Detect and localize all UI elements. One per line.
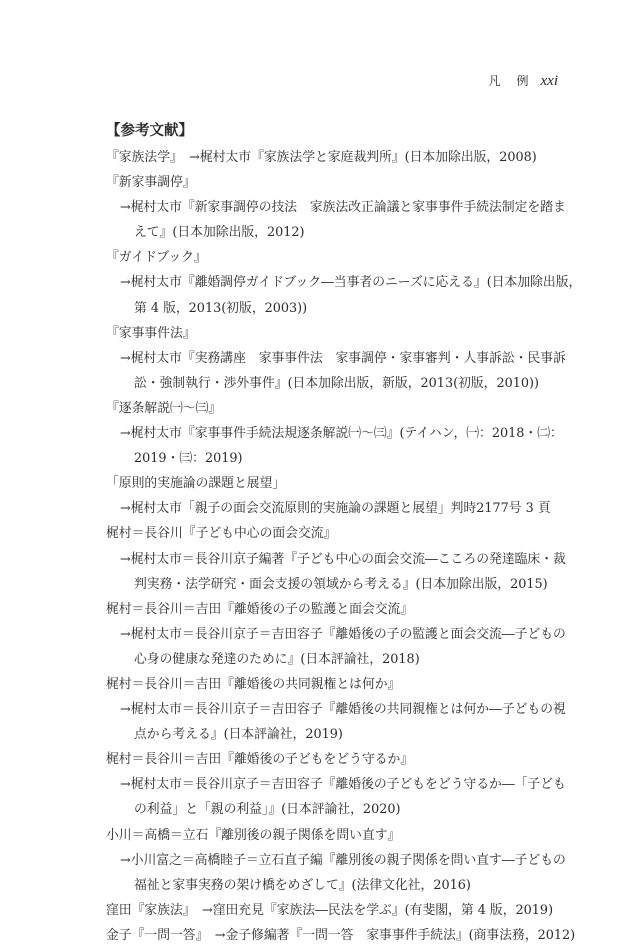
entry-full-reference [106,547,566,597]
bibliography-entry [106,471,551,521]
bibliography-entry [106,321,566,396]
entry-full-reference [106,772,566,822]
entry-abbreviation: 『逐条解説㈠〜㈢』 [106,400,222,416]
entry-abbreviation: 梶村＝長谷川＝吉田『離婚後の子どもをどう守るか』 [106,752,414,768]
bibliography-entry [106,747,566,822]
reference-line: 点から考える』(日本評論社，2019) [134,727,343,743]
bibliography-entry [106,170,566,245]
entry-full-reference [106,270,582,320]
bibliography-entry [106,823,566,898]
reference-line: 心身の健康な発達のために』(日本評論社，2018) [134,651,420,667]
reference-line: →梶村太市＝長谷川京子編著『子ども中心の面会交流―こころの発達臨床・裁 [120,551,566,567]
running-head-section: 凡 例 [488,74,531,88]
reference-line: 第 4 版，2013(初版，2003)) [134,300,308,316]
reference-line: →梶村太市＝長谷川京子＝吉田容子『離婚後の共同親権とは何か―子どもの視 [120,702,566,718]
entry-abbreviation: 窪田『家族法』 →窪田充見『家族法―民法を学ぶ』(有斐閣，第 4 版，2019) [106,902,554,918]
reference-line: →梶村太市＝長谷川京子＝吉田容子『離婚後の子の監護と面会交流―子どもの [120,626,566,642]
entry-abbreviation: 『家族法学』 →梶村太市『家族法学と家庭裁判所』(日本加除出版，2008) [106,150,537,165]
bibliography-entry [106,597,566,672]
entry-abbreviation: 『家事事件法』 [106,325,196,341]
entry-full-reference [106,496,551,521]
reference-line: 福祉と家事実務の架け橋をめざして』(法律文化社，2016) [134,877,471,893]
reference-line: の利益」と「親の利益」』(日本評論社，2020) [134,802,401,818]
reference-line: 判実務・法学研究・面会支援の領域から考える』(日本加除出版，2015) [134,576,548,592]
bibliography-entry [106,145,546,170]
entry-abbreviation: 『ガイドブック』 [106,250,207,266]
bibliography-entry [106,521,566,596]
reference-line: →梶村太市「親子の面会交流原則的実施論の課題と展望」判時2177号 3 頁 [120,501,551,517]
reference-line: →梶村太市『新家事調停の技法 家族法改正論議と家事事件手続法制定を踏ま [120,200,566,216]
reference-line: →梶村太市『家事事件手続法規逐条解説㈠〜㈢』(テイハン，㈠：2018・㈡： [120,426,563,442]
reference-line: →小川富之＝高橋睦子＝立石直子編『離別後の親子関係を問い直す―子どもの [120,852,566,868]
entry-full-reference [106,346,566,396]
entry-abbreviation: 小川＝高橋＝立石『離別後の親子関係を問い直す』 [106,827,401,843]
entry-full-reference [106,622,566,672]
entry-abbreviation: 梶村＝長谷川＝吉田『離婚後の共同親権とは何か』 [106,676,401,692]
reference-line: →梶村太市『離婚調停ガイドブック―当事者のニーズに応える』(日本加除出版， [120,275,582,291]
reference-line: えて』(日本加除出版，2012) [134,225,305,241]
reference-line: →梶村太市『実務講座 家事事件法 家事調停・家事審判・人事訴訟・民事訴 [120,350,566,366]
bibliography-list [106,145,582,948]
page-number: xxi [540,73,558,89]
reference-line: 訟・強制執行・渉外事件』(日本加除出版，新版，2013(初版，2010)) [134,375,540,391]
entry-abbreviation: 梶村＝長谷川＝吉田『離婚後の子の監護と面会交流』 [106,601,414,617]
entry-abbreviation: 「原則的実施論の課題と展望」 [106,476,286,492]
running-head [489,72,559,90]
bibliography-entry [106,396,563,471]
entry-abbreviation: 『新家事調停』 [106,175,196,191]
reference-line: 2019・㈢：2019) [134,451,243,467]
entry-full-reference [106,195,566,245]
bibliography-entry [106,672,566,747]
entry-abbreviation: 金子『一問一答』 →金子修編著『一問一答 家事事件手続法』(商事法務，2012) [106,927,576,943]
entry-full-reference [106,421,563,471]
reference-line: →梶村太市＝長谷川京子＝吉田容子『離婚後の子どもをどう守るか―「子ども [120,777,566,793]
entry-full-reference [106,697,566,747]
entry-full-reference [106,848,566,898]
bibliography-entry [106,923,576,948]
section-title: 【参考文献】 [106,123,193,139]
entry-abbreviation: 梶村＝長谷川『子ども中心の面会交流』 [106,526,337,542]
bibliography-entry [106,245,582,320]
bibliography-entry [106,898,554,923]
